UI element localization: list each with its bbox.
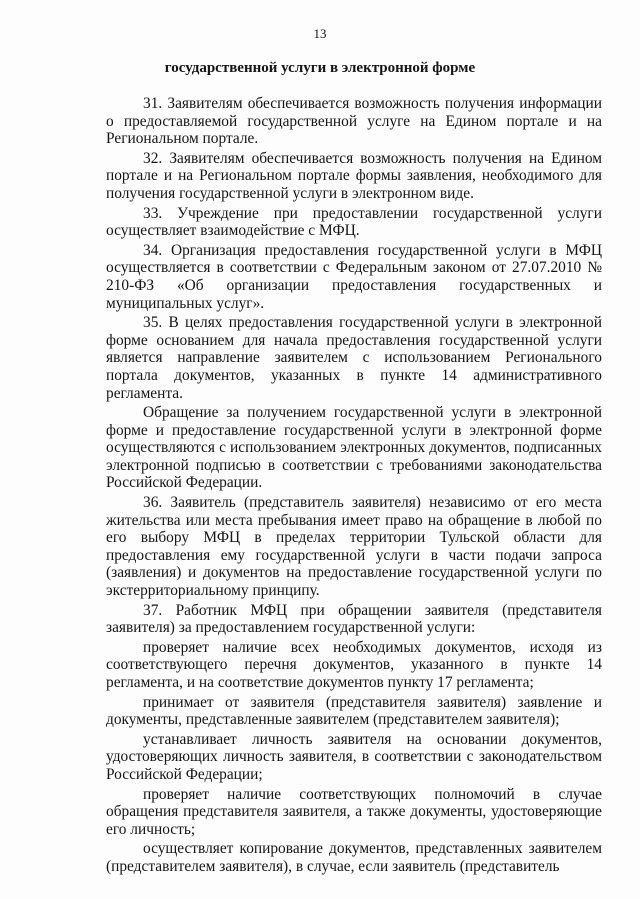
page-number: 13 (313, 26, 327, 41)
paragraph-37-item-2: принимает от заявителя (представителя заявителя) заявление и документы, представленные заявителем (представителем заявителя); (106, 693, 602, 729)
paragraph-37-item-5: осуществляет копирование документов, представленных заявителем (представителем заявителя), в случае, если заявитель (представитель (106, 840, 602, 875)
paragraph-31: 31. Заявителям обеспечивается возможность получения информации о предоставляемой государственной услуге на Едином портале и на Региональном портале. (106, 95, 602, 148)
paragraph-35: 35. В целях предоставления государственной услуги в электронной форме основанием для начала предоставления государственной услуги является направление заявителем с использованием Регионального портала документов, указанных в пункте 14 административного регламента. (106, 314, 602, 402)
section-heading: государственной услуги в электронной форме (164, 60, 476, 76)
paragraph-37: 37. Работник МФЦ при обращении заявителя (представителя заявителя) за предоставлением государственной услуги: (106, 601, 602, 637)
paragraph-37-item-3: устанавливает личность заявителя на основании документов, удостоверяющих личность заявителя, в соответствии с законодательством Российской Федерации; (106, 730, 602, 783)
document-body (106, 95, 602, 878)
paragraph-37-item-4: проверяет наличие соответствующих полномочий в случае обращения представителя заявителя, а также документы, удостоверяющие его личность; (106, 785, 602, 838)
paragraph-35-continued: Обращение за получением государственной услуги в электронной форме и предоставление государственной услуги в электронной форме осуществляются с использованием электронных документов, подписанных электронной подписью в соответствии с требованиями законодательства Российской Федерации. (106, 404, 602, 492)
paragraph-32: 32. Заявителям обеспечивается возможность получения на Едином портале и на Региональном портале формы заявления, необходимого для получения государственной услуги в электронном виде. (106, 149, 602, 202)
paragraph-37-item-1: проверяет наличие всех необходимых документов, исходя из соответствующего перечня документов, указанного в пункте 14 регламента, и на соответствие документов пункту 17 регламента; (106, 638, 602, 691)
paragraph-33: 33. Учреждение при предоставлении государственной услуги осуществляет взаимодействие с МФЦ. (106, 204, 602, 240)
paragraph-36: 36. Заявитель (представитель заявителя) независимо от его места жительства или места пребывания имеет право на обращение в любой по его выбору МФЦ в пределах территории Тульской области для предоставления ему государственной услуги в части подачи запроса (заявления) и документов на предоставление государственной услуги по экстерриториальному принципу. (106, 494, 602, 600)
paragraph-34: 34. Организация предоставления государственной услуги в МФЦ осуществляется в соответствии с Федеральным законом от 27.07.2010 № 210-ФЗ «Об организации предоставления государственных и муниципальных услуг». (106, 241, 602, 312)
